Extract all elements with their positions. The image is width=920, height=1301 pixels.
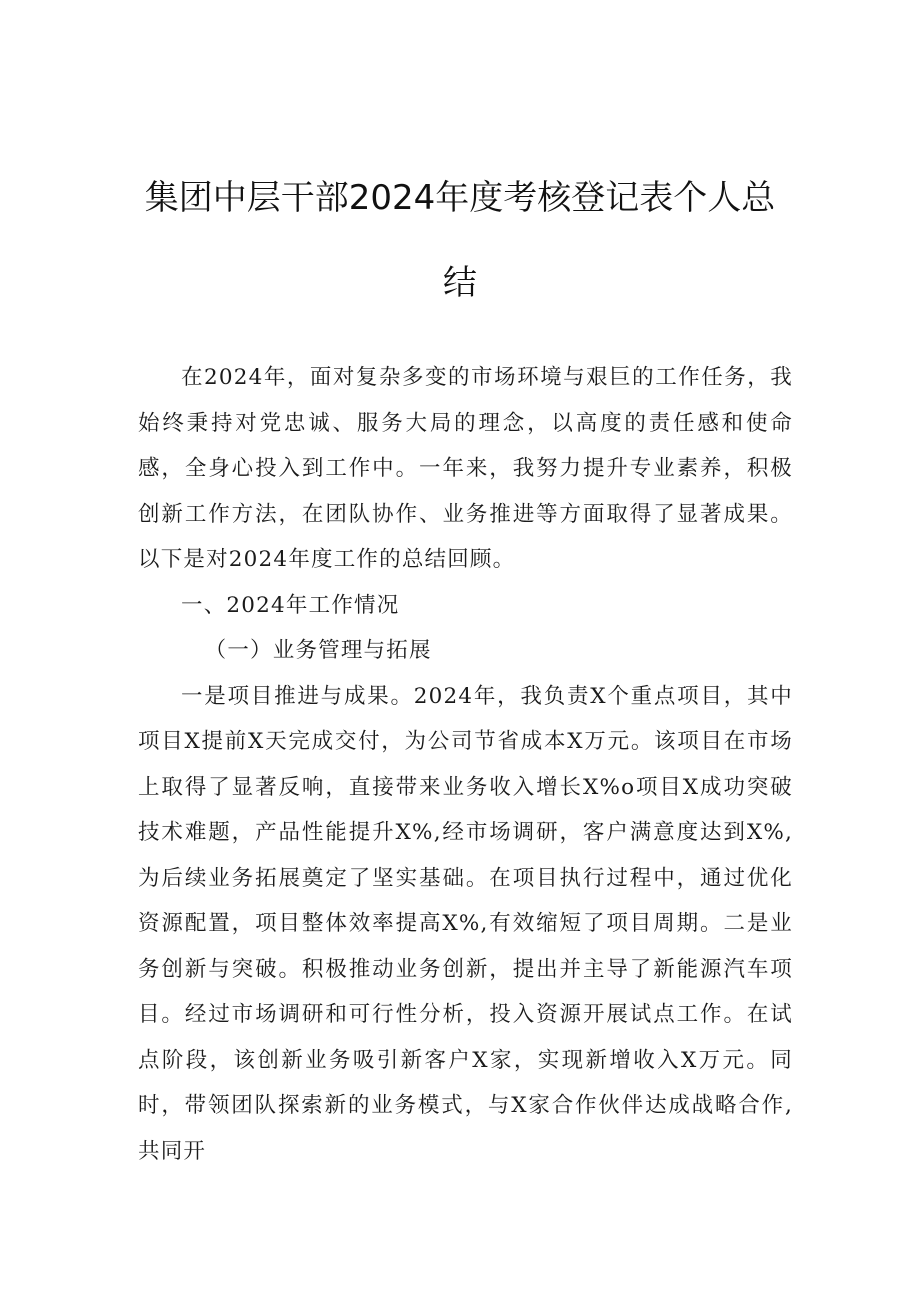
- document-title-line-1: 集团中层干部2024年度考核登记表个人总: [144, 178, 776, 218]
- section-heading: 一、2024年工作情况: [181, 592, 400, 618]
- document-title-line-2: 结: [443, 263, 477, 303]
- document-body: [138, 355, 793, 1174]
- body-paragraph: 一是项目推进与成果。2024年，我负责X个重点项目，其中项目X提前X天完成交付，为公司节省成本X万元。该项目在市场上取得了显著反响，直接带来业务收入增长X%o项目X成功突破技术难题，产品性能提升X%,经市场调研，客户满意度达到X%,为后续业务拓展奠定了坚实基础。在项目执行过程中，通过优化资源配置，项目整体效率提高X%,有效缩短了项目周期。二是业务创新与突破。积极推动业务创新，提出并主导了新能源汽车项目。经过市场调研和可行性分析，投入资源开展试点工作。在试点阶段，该创新业务吸引新客户X家，实现新增收入X万元。同时，带领团队探索新的业务模式，与X家合作伙伴达成战略合作,共同开: [138, 683, 793, 1164]
- intro-paragraph: 在2024年，面对复杂多变的市场环境与艰巨的工作任务，我始终秉持对党忠诚、服务大局的理念，以高度的责任感和使命感，全身心投入到工作中。一年来，我努力提升专业素养，积极创新工作方法，在团队协作、业务推进等方面取得了显著成果。以下是对2024年度工作的总结回顾。: [138, 365, 793, 572]
- subsection-heading: （一）业务管理与拓展: [204, 638, 432, 663]
